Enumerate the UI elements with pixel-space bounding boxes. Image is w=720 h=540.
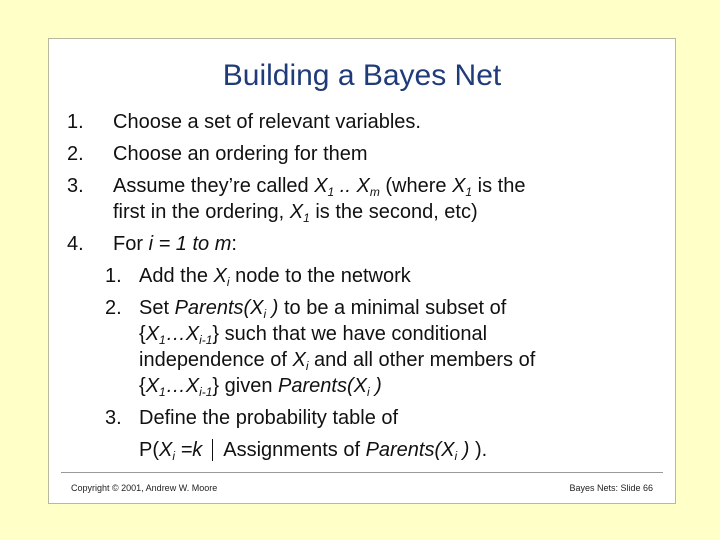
sub-item-3-formula: $P(X_i =k$ Assignments of $Parents(X_i$ ) ). — [139, 439, 488, 463]
footer-slide-number: Bayes Nets: Slide 66 — [569, 483, 653, 493]
footer-copyright: Copyright © 2001, Andrew W. Moore — [71, 483, 218, 493]
list-item-4: 4. For i = 1 to m: — [67, 233, 237, 255]
sub-item-2-line3: independence of $X_i$ and all other members of — [139, 349, 536, 373]
sub-item-3: 3. Define the probability table of — [105, 407, 399, 429]
list-item-1: 1. Choose a set of relevant variables. — [67, 111, 421, 133]
sub-item-2-line2: $\{X_1\dots X_{i-1}\}$ such that we have conditional — [139, 323, 488, 347]
sub-item-1: 1. Add the $X_i$ node to the network — [105, 265, 411, 289]
slide — [48, 38, 676, 504]
sub-item-2: 2. Set $Parents(X_i$ ) to be a minimal subset of — [105, 297, 507, 321]
list-item-3: 3. Assume they’re called $X_1$ .. $X_m$ (where $X_1$ is the — [67, 175, 526, 199]
list-item-2: 2. Choose an ordering for them — [67, 143, 368, 165]
slide-title: Building a Bayes Net — [222, 59, 502, 92]
sub-item-2-line4: $\{X_1\dots X_{i-1}\}$ given $Parents(X_i$ ) — [139, 375, 382, 399]
footer-divider — [61, 472, 663, 473]
list-item-3-cont: first in the ordering, $X_1$ is the second, etc) — [113, 201, 478, 225]
given-bar — [212, 439, 213, 461]
